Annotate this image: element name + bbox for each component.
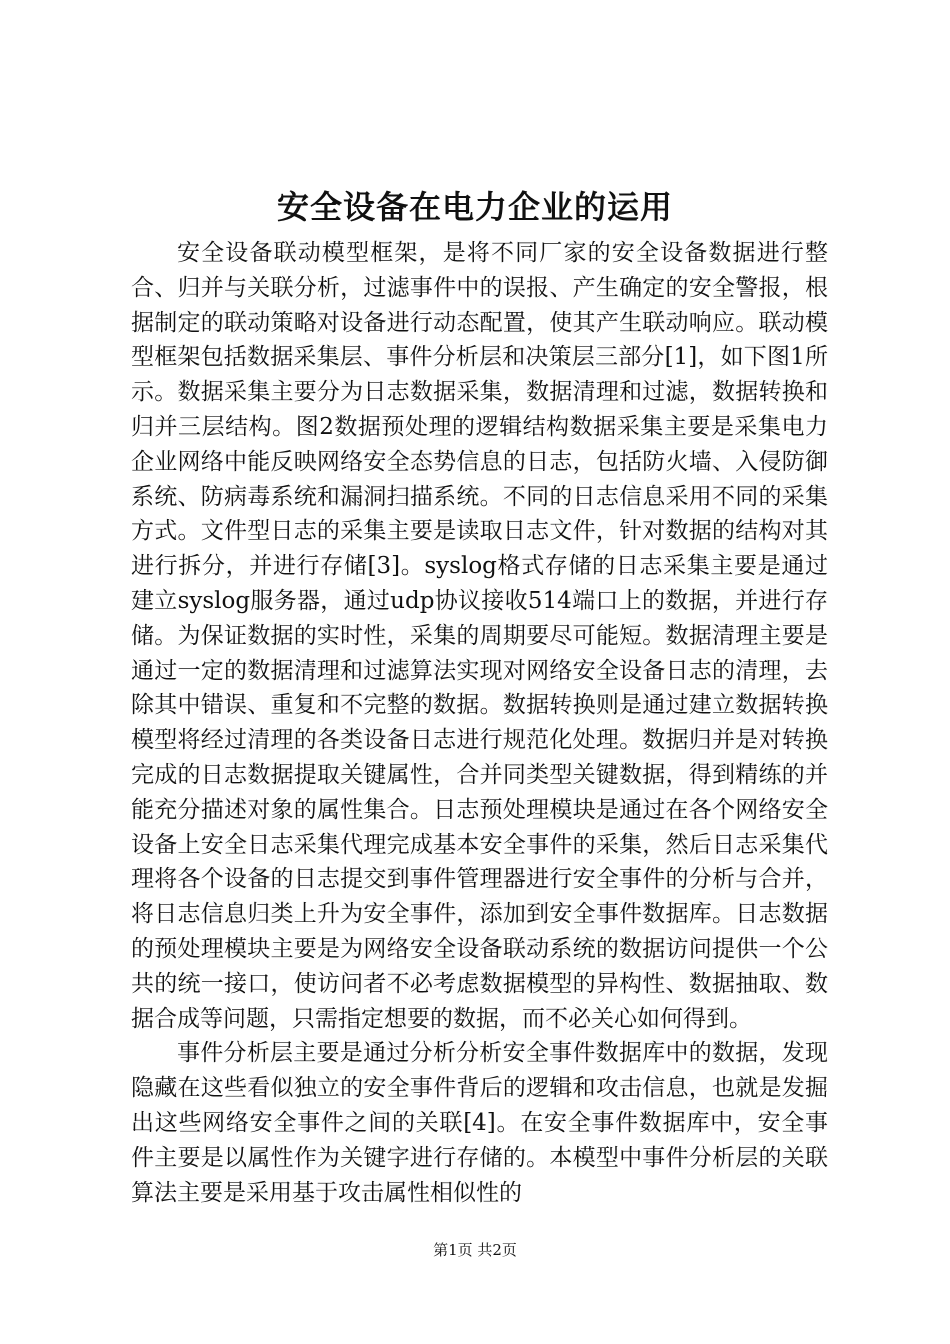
paragraph-2: 事件分析层主要是通过分析分析安全事件数据库中的数据，发现隐藏在这些看似独立的安全事件背后的逻辑和攻击信息，也就是发掘出这些网络安全事件之间的关联[4]。在安全事件数据库中，安全事件主要是以属性作为关键字进行存储的。本模型中事件分析层的关联算法主要是采用基于攻击属性相似性的 (131, 1040, 828, 1206)
document-title: 安全设备在电力企业的运用 (276, 188, 673, 226)
paragraph-1: 安全设备联动模型框架，是将不同厂家的安全设备数据进行整合、归并与关联分析，过滤事件中的误报、产生确定的安全警报，根据制定的联动策略对设备进行动态配置，使其产生联动响应。联动模型框架包括数据采集层、事件分析层和决策层三部分[1]，如下图1所示。数据采集主要分为日志数据采集，数据清理和过滤，数据转换和归并三层结构。图2数据预处理的逻辑结构数据采集主要是采集电力企业网络中能反映网络安全态势信息的日志，包括防火墙、入侵防御系统、防病毒系统和漏洞扫描系统。不同的日志信息采用不同的采集方式。文件型日志的采集主要是读取日志文件，针对数据的结构对其进行拆分，并进行存储[3]。syslog格式存储的日志采集主要是通过建立syslog服务器，通过udp协议接收514端口上的数据，并进行存储。为保证数据的实时性，采集的周期要尽可能短。数据清理主要是通过一定的数据清理和过滤算法实现对网络安全设备日志的清理，去除其中错误、重复和不完整的数据。数据转换则是通过建立数据转换模型将经过清理的各类设备日志进行规范化处理。数据归并是对转换完成的日志数据提取关键属性，合并同类型关键数据，得到精练的并能充分描述对象的属性集合。日志预处理模块是通过在各个网络安全设备上安全日志采集代理完成基本安全事件的采集，然后日志采集代理将各个设备的日志提交到事件管理器进行安全事件的分析与合并，将日志信息归类上升为安全事件，添加到安全事件数据库。日志数据的预处理模块主要是为网络安全设备联动系统的数据访问提供一个公共的统一接口，使访问者不必考虑数据模型的异构性、数据抽取、数据合成等问题，只需指定想要的数据，而不必关心如何得到。 (131, 240, 828, 1032)
document-body (131, 236, 828, 1210)
page-number: 第1页 共2页 (433, 1241, 517, 1259)
